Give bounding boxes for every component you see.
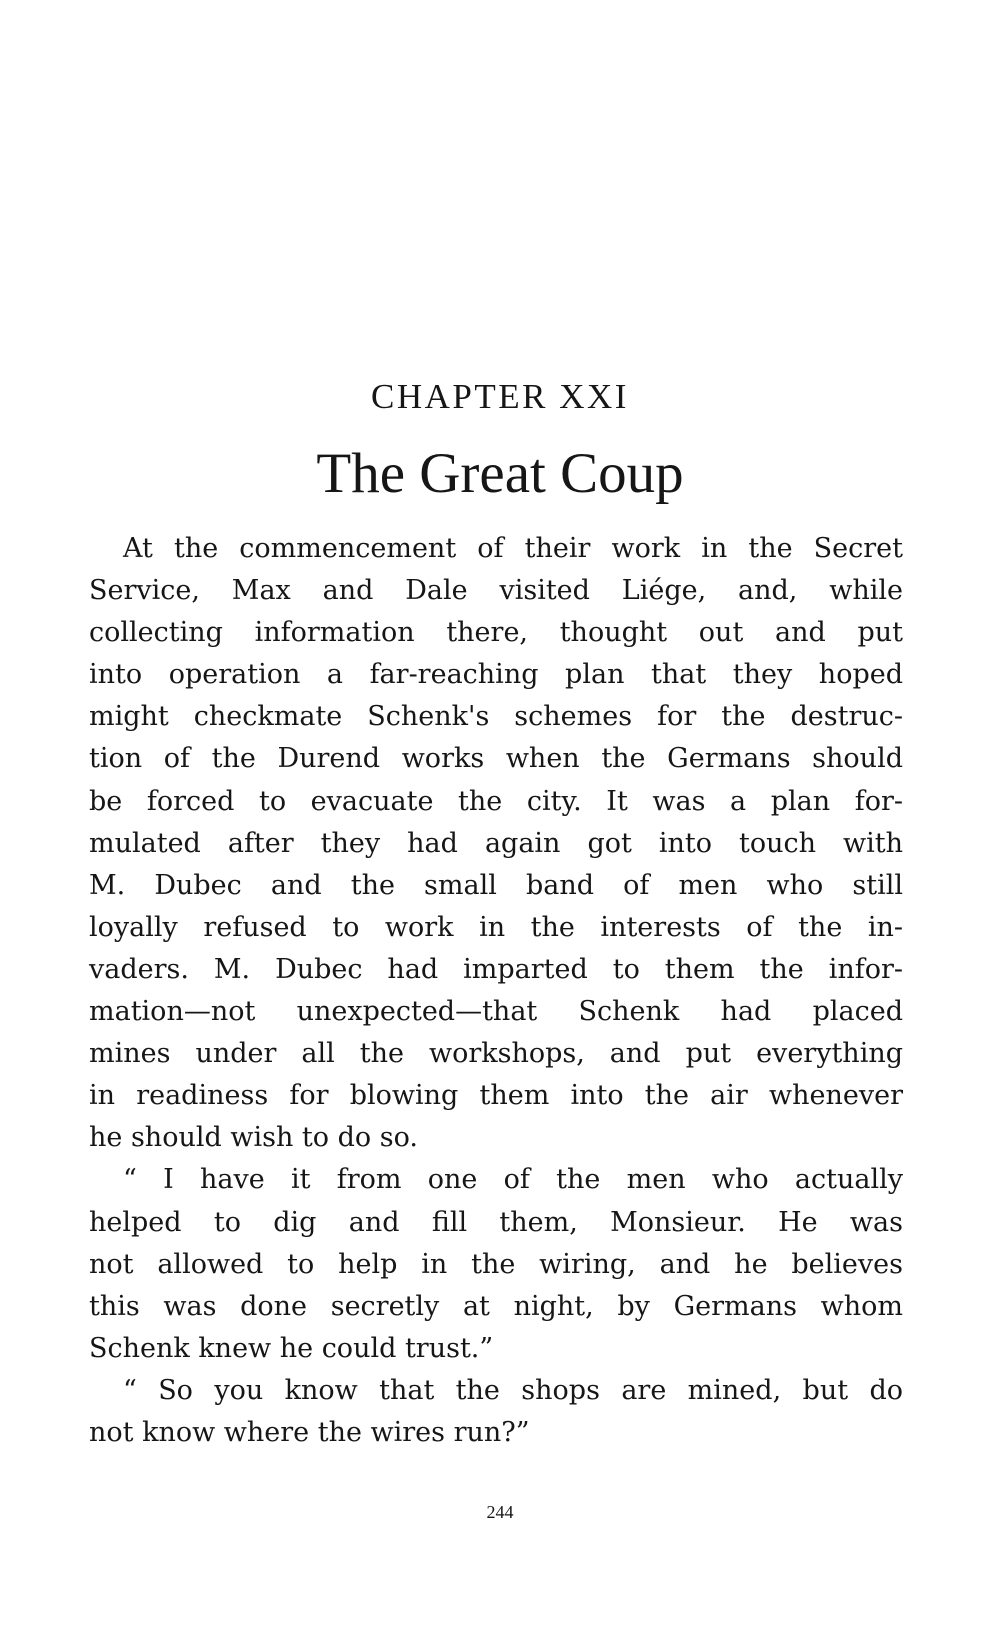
text-line: Service, Max and Dale visited Liége, and, while <box>89 575 903 607</box>
text-line: “ I have it from one of the men who actually <box>123 1164 903 1196</box>
text-line: vaders. M. Dubec had imparted to them the infor- <box>89 953 903 985</box>
text-line: helped to dig and fill them, Monsieur. He was <box>89 1206 903 1238</box>
text-line: Schenk knew he could trust.” <box>89 1332 494 1364</box>
text-line: collecting information there, thought out and put <box>89 617 903 649</box>
chapter-number: CHAPTER XXI <box>371 377 629 416</box>
text-line: “ So you know that the shops are mined, but do <box>123 1374 903 1406</box>
text-line: not know where the wires run?” <box>89 1416 530 1448</box>
text-line: tion of the Durend works when the Germans should <box>89 743 903 775</box>
text-line: into operation a far-reaching plan that they hoped <box>89 659 903 691</box>
text-line: he should wish to do so. <box>89 1122 418 1154</box>
text-line: be forced to evacuate the city. It was a plan for- <box>89 785 903 817</box>
text-line: might checkmate Schenk's schemes for the destruc- <box>89 701 903 733</box>
body-text <box>89 528 903 1454</box>
text-line: this was done secretly at night, by Germans whom <box>89 1290 903 1322</box>
paragraph-1 <box>89 528 903 1159</box>
text-line: not allowed to help in the wiring, and he believes <box>89 1248 903 1280</box>
text-line: mulated after they had again got into touch with <box>89 827 903 859</box>
paragraph-3 <box>89 1370 903 1454</box>
paragraph-2 <box>89 1159 903 1369</box>
text-line: M. Dubec and the small band of men who still <box>89 869 903 901</box>
chapter-title: The Great Coup <box>316 442 684 505</box>
text-line: loyally refused to work in the interests of the in- <box>89 911 903 943</box>
page-number: 244 <box>486 1502 514 1522</box>
text-line: mation—not unexpected—that Schenk had placed <box>89 996 903 1028</box>
text-line: mines under all the workshops, and put everything <box>89 1038 903 1070</box>
text-line: At the commencement of their work in the Secret <box>123 533 903 564</box>
text-line: in readiness for blowing them into the air whenever <box>89 1080 903 1112</box>
